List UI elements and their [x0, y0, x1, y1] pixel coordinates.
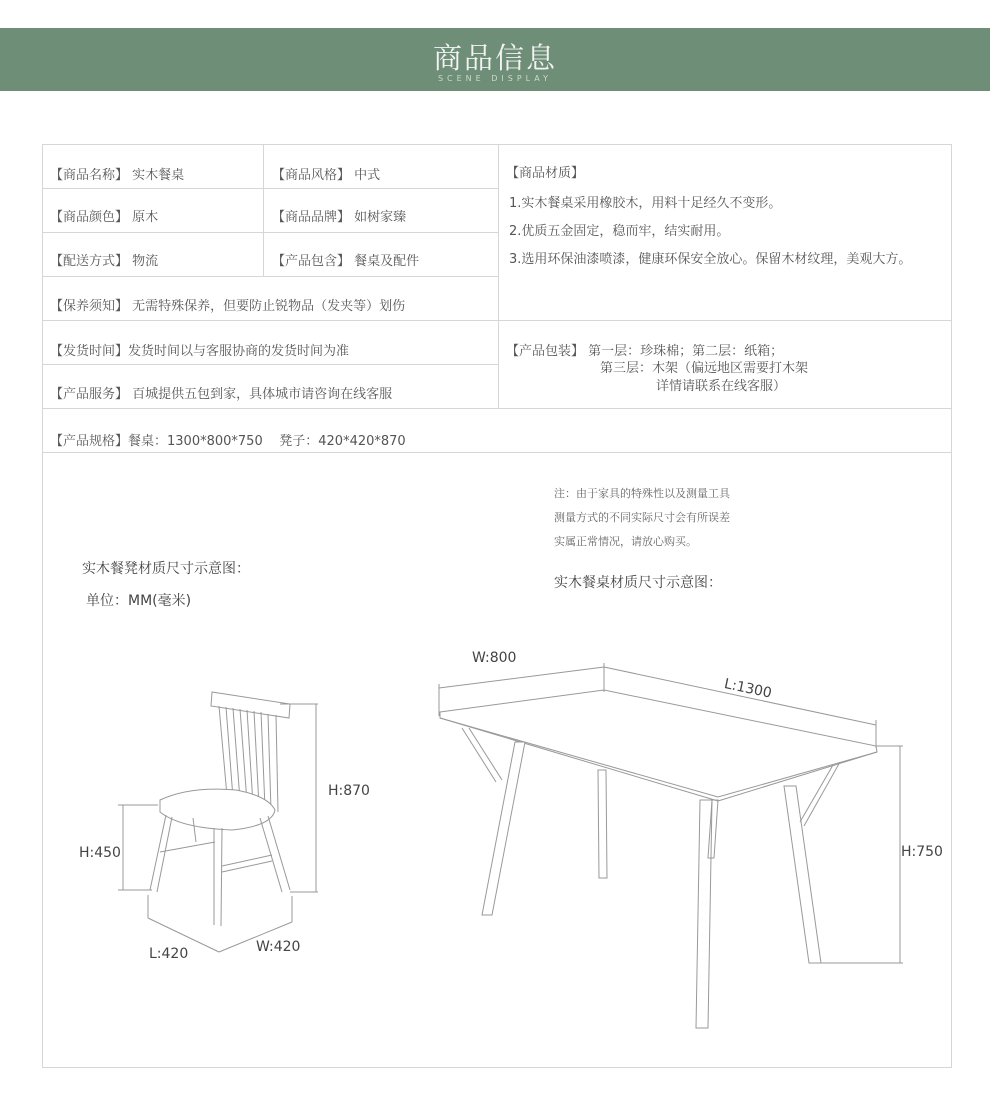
product-style-label: 【商品风格】 [272, 168, 351, 183]
unit-label: 单位：MM(毫米) [86, 593, 192, 609]
product-style-value: 中式 [354, 168, 381, 183]
material-label: 【商品材质】 [506, 166, 585, 181]
note-line-3: 实属正常情况，请放心购买。 [554, 535, 697, 548]
product-name-label: 【商品名称】 [50, 168, 129, 183]
product-brand-label: 【商品品牌】 [272, 210, 351, 225]
packaging-line-3: 详情请联系在线客服） [656, 379, 787, 394]
product-brand-value: 如树家臻 [354, 210, 407, 225]
delivery-label: 【配送方式】 [50, 254, 129, 269]
banner-title: 商品信息 [432, 41, 557, 75]
packaging-line-1: 第一层：珍珠棉；第二层：纸箱； [588, 344, 784, 359]
table-height-label: H:750 [901, 844, 943, 860]
table-caption: 实木餐桌材质尺寸示意图： [554, 575, 722, 591]
material-line-2: 2.优质五金固定，稳而牢，结实耐用。 [509, 224, 730, 239]
note-line-2: 测量方式的不同实际尺寸会有所误差 [554, 511, 730, 524]
product-color-value: 原木 [132, 210, 159, 225]
packaging-label: 【产品包装】 [506, 344, 585, 359]
product-color-label: 【商品颜色】 [50, 210, 129, 225]
chair-seat-height-label: H:450 [79, 845, 121, 861]
includes-label: 【产品包含】 [272, 254, 351, 269]
material-line-3: 3.选用环保油漆喷漆，健康环保安全放心。保留木材纹理，美观大方。 [509, 252, 912, 267]
note-line-1: 注：由于家具的特殊性以及测量工具 [554, 487, 730, 500]
service-value: 百城提供五包到家，具体城市请咨询在线客服 [132, 387, 393, 402]
banner-subtitle: SCENE DISPLAY [437, 74, 553, 83]
care-label: 【保养须知】 [50, 299, 129, 314]
chair-width-label: W:420 [256, 939, 301, 955]
includes-value: 餐桌及配件 [354, 254, 420, 269]
table-length-label: L:1300 [722, 676, 774, 702]
chair-height-label: H:870 [328, 783, 370, 799]
table-width-label: W:800 [472, 650, 517, 666]
table-drawing [440, 690, 877, 1028]
ship-time-label: 【发货时间】 [50, 344, 129, 359]
delivery-value: 物流 [132, 254, 159, 269]
care-value: 无需特殊保养，但要防止锐物品（发夹等）划伤 [132, 299, 406, 314]
packaging-line-2: 第三层：木架（偏远地区需要打木架 [600, 361, 809, 376]
chair-caption: 实木餐凳材质尺寸示意图： [82, 561, 250, 577]
product-name-value: 实木餐桌 [132, 168, 185, 183]
material-line-1: 1.实木餐桌采用橡胶木，用料十足经久不变形。 [509, 196, 782, 211]
service-label: 【产品服务】 [50, 387, 129, 402]
chair-length-label: L:420 [149, 946, 189, 962]
chair-drawing [150, 692, 290, 926]
spec-value: 餐桌：1300*800*750 凳子：420*420*870 [128, 434, 406, 449]
ship-time-value: 发货时间以与客服协商的发货时间为准 [128, 344, 350, 359]
spec-label: 【产品规格】 [50, 434, 129, 449]
